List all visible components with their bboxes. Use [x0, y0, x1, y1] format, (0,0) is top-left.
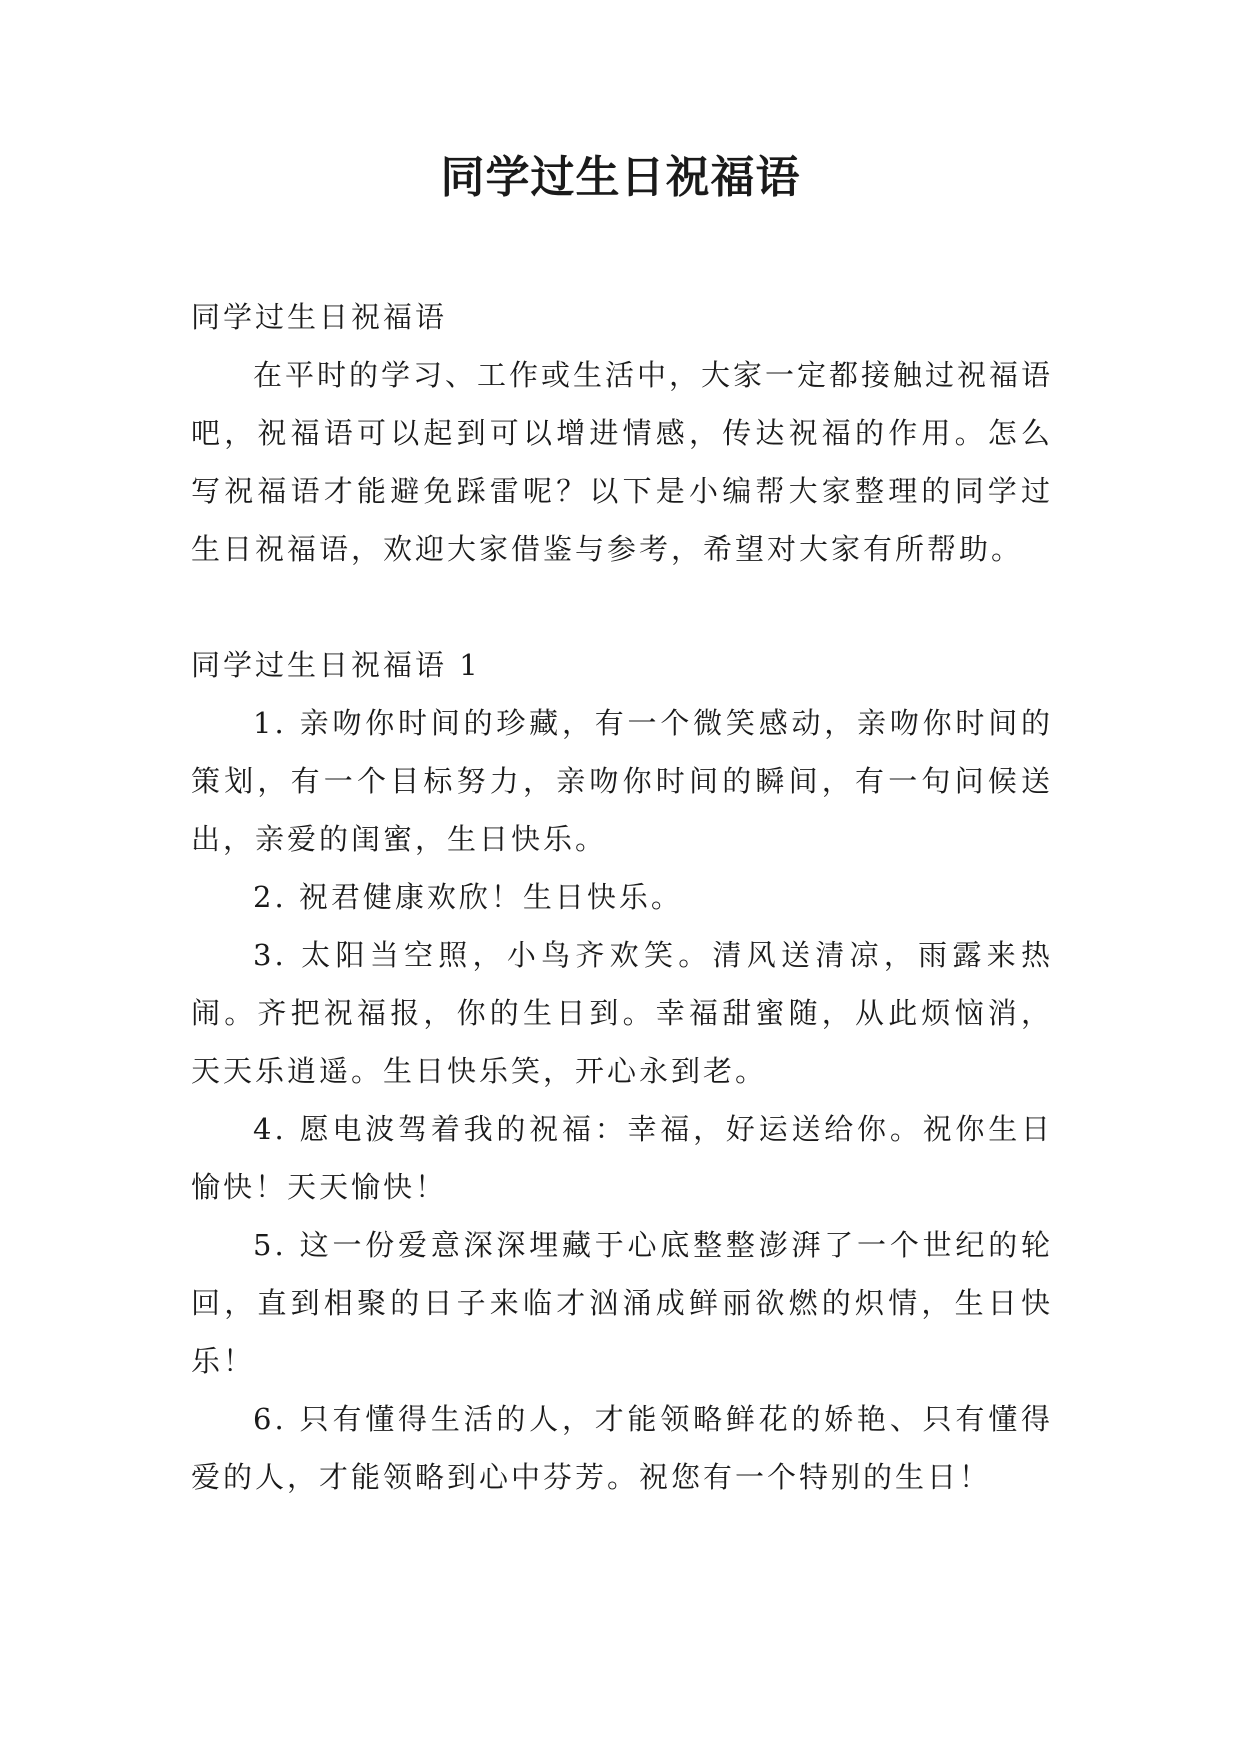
document-title: 同学过生日祝福语: [440, 152, 801, 203]
intro-paragraph: 在平时的学习、工作或生活中，大家一定都接触过祝福语吧，祝福语可以起到可以增进情感，传达祝福的作用。怎么写祝福语才能避免踩雷呢？以下是小编帮大家整理的同学过生日祝福语，欢迎大家借鉴与参考，希望对大家有所帮助。: [191, 358, 1054, 566]
wish-item-1: 1. 亲吻你时间的珍藏，有一个微笑感动，亲吻你时间的策划，有一个目标努力，亲吻你时间的瞬间，有一句问候送出，亲爱的闺蜜，生日快乐。: [191, 706, 1053, 856]
wish-item-4: 4. 愿电波驾着我的祝福：幸福，好运送给你。祝你生日愉快！天天愉快！: [191, 1112, 1053, 1204]
paragraph-spacer: [191, 578, 1053, 636]
wish-item-5: 5. 这一份爱意深深埋藏于心底整整澎湃了一个世纪的轮回，直到相聚的日子来临才汹涌成鲜丽欲燃的炽情，生日快乐！: [191, 1228, 1053, 1378]
document-body: [191, 288, 1053, 1506]
document-subtitle: 同学过生日祝福语: [191, 300, 448, 334]
wish-item-3: 3. 太阳当空照，小鸟齐欢笑。清风送清凉，雨露来热闹。齐把祝福报，你的生日到。幸福甜蜜随，从此烦恼消，天天乐逍遥。生日快乐笑，开心永到老。: [191, 938, 1053, 1088]
wish-item-2: 2. 祝君健康欢欣！生日快乐。: [253, 880, 683, 914]
wish-item-6: 6. 只有懂得生活的人，才能领略鲜花的娇艳、只有懂得爱的人，才能领略到心中芬芳。祝您有一个特别的生日！: [191, 1402, 1053, 1494]
section-heading: 同学过生日祝福语 1: [191, 648, 481, 682]
